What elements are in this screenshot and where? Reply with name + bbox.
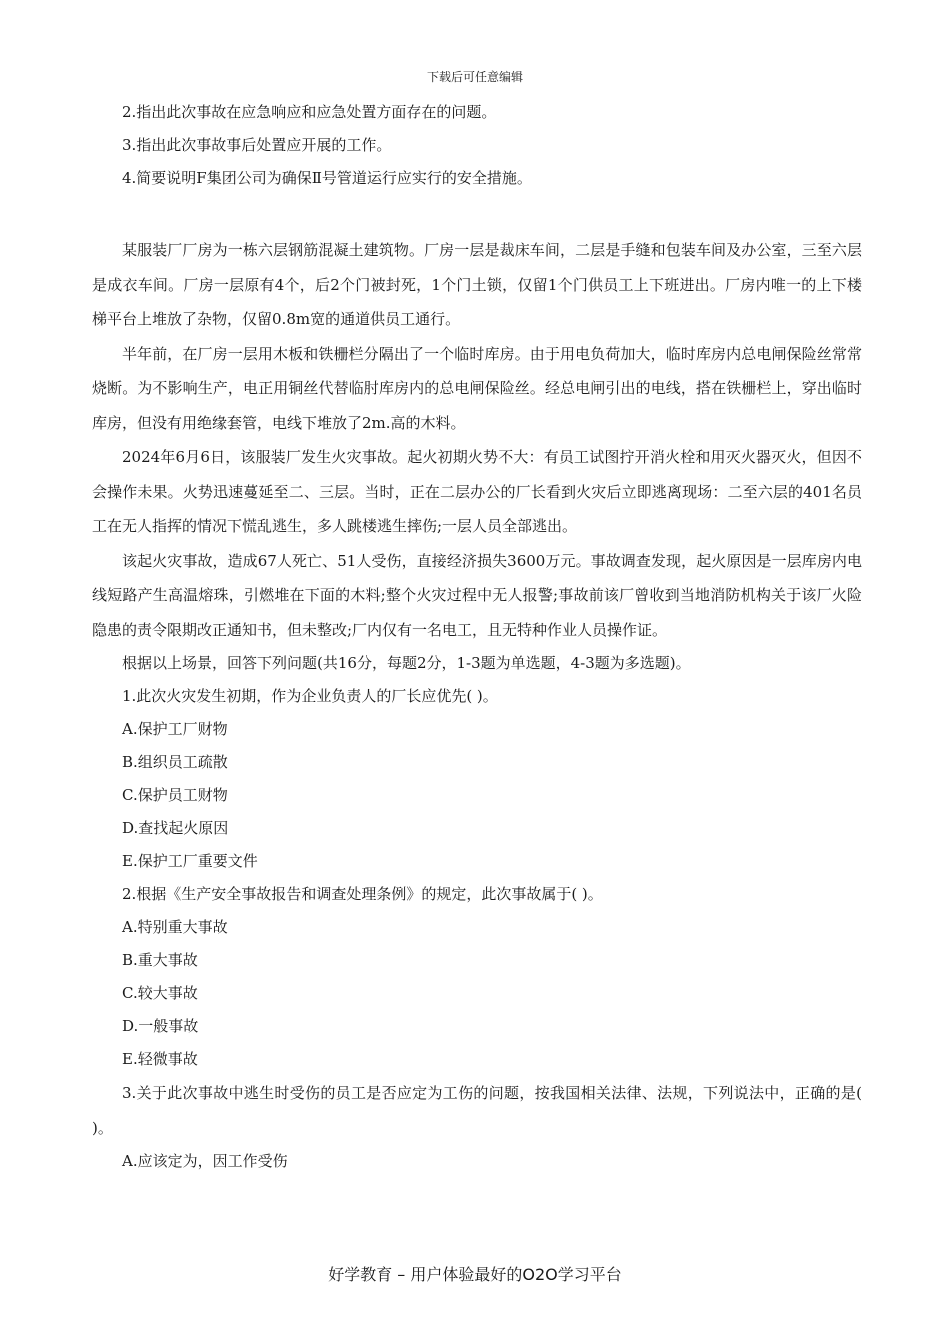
question-2-stem: 2.根据《生产安全事故报告和调查处理条例》的规定，此次事故属于( )。 (122, 885, 603, 903)
question-1-option-d: D.查找起火原因 (122, 819, 229, 837)
pre-question-3: 3.指出此次事故事后处置应开展的工作。 (122, 136, 392, 154)
pre-question-2: 2.指出此次事故在应急响应和应急处置方面存在的问题。 (122, 103, 497, 121)
question-1-stem: 1.此次火灾发生初期，作为企业负责人的厂长应优先( )。 (122, 687, 498, 705)
question-3-option-a: A.应该定为，因工作受伤 (122, 1152, 288, 1170)
question-2-option-c: C.较大事故 (122, 984, 198, 1002)
question-1-option-e: E.保护工厂重要文件 (122, 852, 258, 870)
scenario-paragraph-2: 半年前，在厂房一层用木板和铁栅栏分隔出了一个临时库房。由于用电负荷加大，临时库房内总电闸保险丝常常烧断。为不影响生产，电正用铜丝代替临肘库房内的总电闸保险丝。经总电闸引出的电线，搭在铁栅栏上，穿出临时库房，但没有用绝缘套管，电线下堆放了2m.高的木料。 (92, 344, 862, 432)
scenario-paragraph-1: 某服装厂厂房为一栋六层钢筋混凝土建筑物。厂房一层是裁床车间，二层是手缝和包装车间及办公室，三至六层是成衣车间。厂房一层原有4个，后2个门被封死，1个门土锁，仅留1个门供员工上下班进出。厂房内唯一的上下楼梯平台上堆放了杂物，仅留0.8m宽的通道供员工通行。 (92, 241, 862, 328)
section-gap (92, 195, 862, 233)
question-2-option-a: A.特别重大事故 (122, 918, 228, 936)
scenario-paragraph-3: 2024年6月6日，该服装厂发生火灾事故。起火初期火势不大：有员工试图拧开消火栓和用灭火器灭火，但因不会操作未果。火势迅速蔓延至二、三层。当时，正在二层办公的厂长看到火灾后立即逃离现场：二至六层的401名员工在无人指挥的情况下慌乱逃生，多人跳楼逃生摔伤;一层人员全部逃出。 (92, 448, 862, 535)
question-2-option-b: B.重大事故 (122, 951, 198, 969)
question-1-option-a: A.保护工厂财物 (122, 720, 228, 738)
scenario-paragraph-4: 该起火灾事故，造成67人死亡、51人受伤，直接经济损失3600万元。事故调查发现，起火原因是一层库房内电线短路产生高温熔珠，引燃堆在下面的木料;整个火灾过程中无人报警;事故前该厂曾收到当地消防机构关于该厂火险隐患的责令限期改正通知书，但未整改;厂内仅有一名电工，且无特种作业人员操作证。 (92, 551, 862, 639)
page-footer: 好学教育 – 用户体验最好的O2O学习平台 (328, 1265, 622, 1284)
page-header: 下载后可任意编辑 (426, 70, 523, 84)
question-3-stem: 3.关于此次事故中逃生时受伤的员工是否应定为工伤的问题，按我国相关法律、法规，下列说法中，正确的是( )。 (92, 1084, 862, 1137)
question-2-option-d: D.一般事故 (122, 1017, 199, 1035)
instruction-text: 根据以上场景，回答下列问题(共16分，每题2分，1-3题为单选题，4-3题为多选题)。 (122, 654, 691, 672)
question-2-option-e: E.轻微事故 (122, 1050, 198, 1068)
question-1-option-c: C.保护员工财物 (122, 786, 228, 804)
question-1-option-b: B.组织员工疏散 (122, 753, 228, 771)
pre-question-4: 4.简要说明F集团公司为确保Ⅱ号管道运行应实行的安全措施。 (122, 169, 532, 187)
document-body (92, 96, 862, 1178)
